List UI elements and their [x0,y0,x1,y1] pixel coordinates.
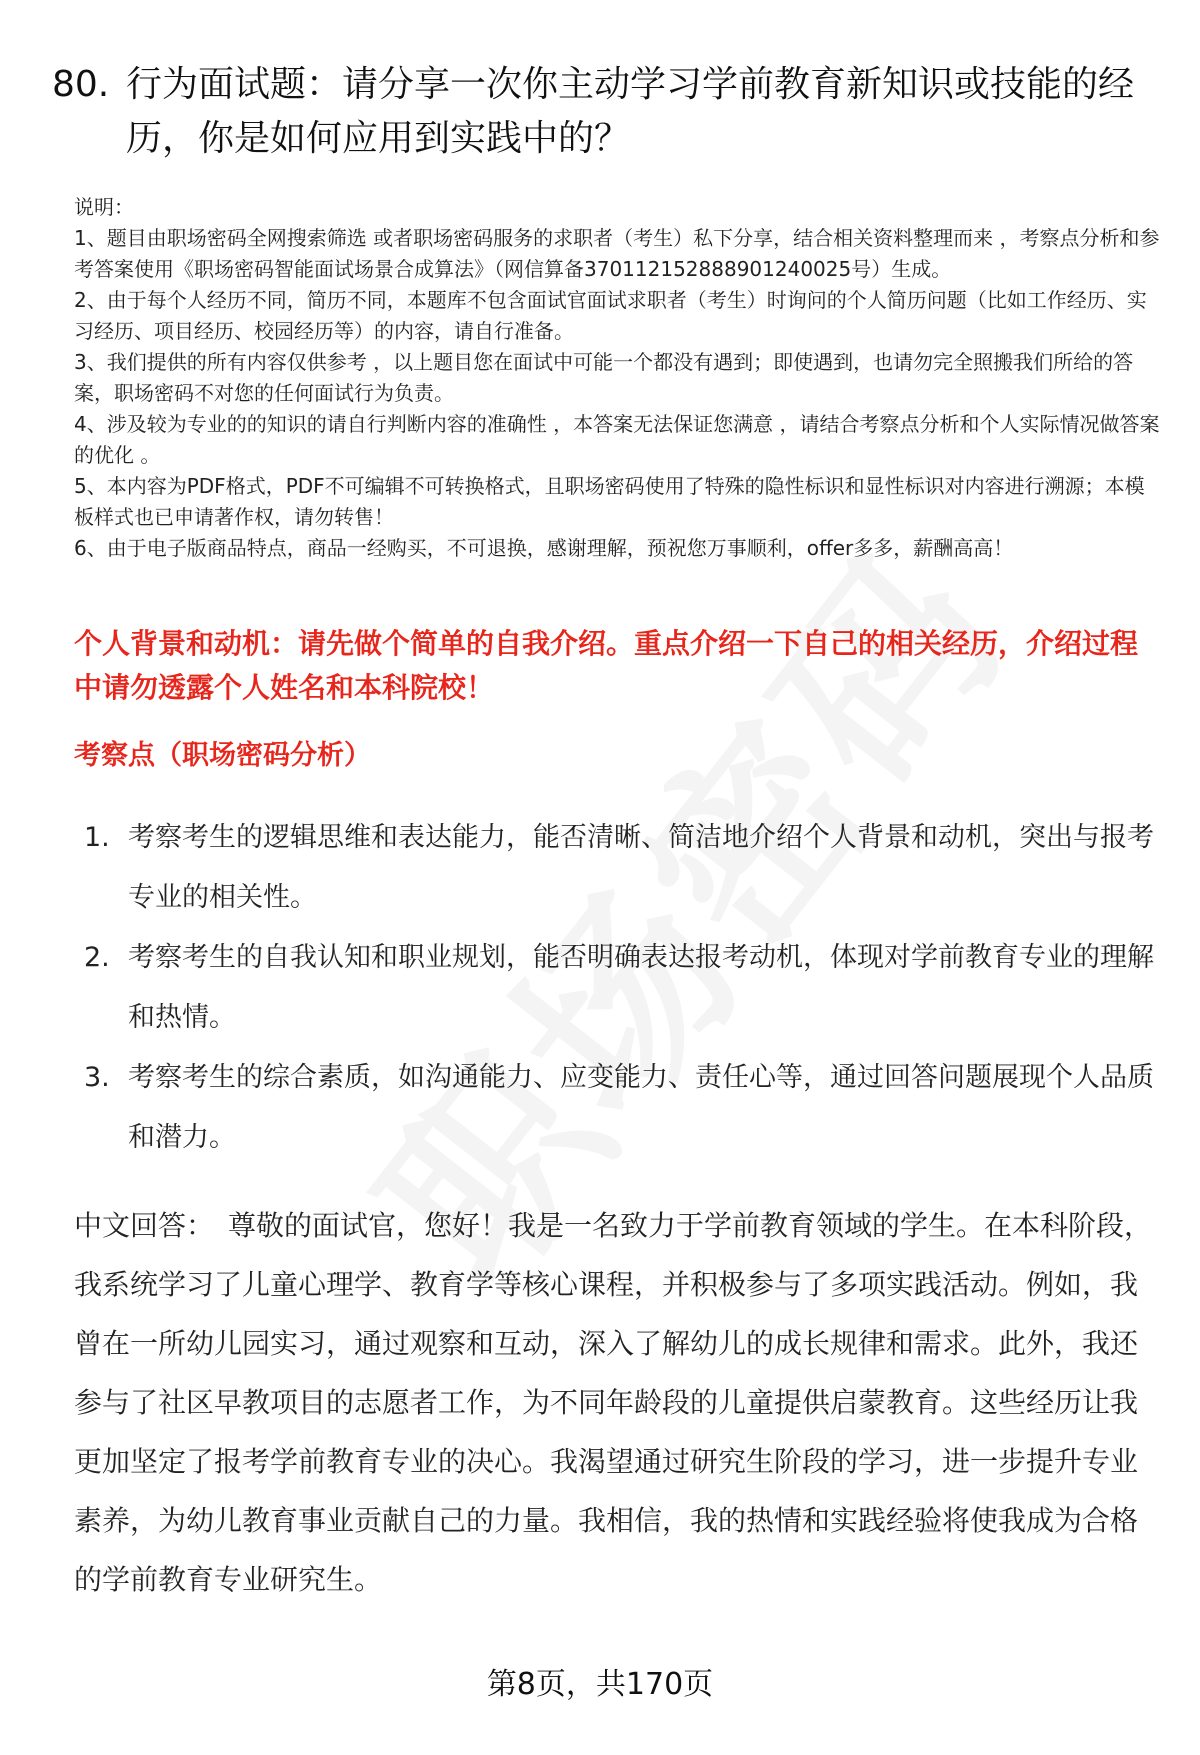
notes-item: 5、本内容为PDF格式，PDF不可编辑不可转换格式，且职场密码使用了特殊的隐性标识和显性标识对内容进行溯源；本模板样式也已申请著作权，请勿转售！ [74,474,1145,529]
section-heading: 个人背景和动机：请先做个简单的自我介绍。重点介绍一下自己的相关经历，介绍过程中请勿透露个人姓名和本科院校！ [74,627,1139,704]
list-item-text: 考察考生的逻辑思维和表达能力，能否清晰、简洁地介绍个人背景和动机，突出与报考专业的相关性。 [128,822,1154,913]
list-item-number: 2. [84,942,110,973]
list-item-number: 1. [84,822,110,853]
question-title [52,58,1142,166]
notes-block [74,192,1160,564]
section-subheading: 考察点（职场密码分析） [74,740,371,771]
list-item [84,1048,1154,1168]
list-item-text: 考察考生的自我认知和职业规划，能否明确表达报考动机，体现对学前教育专业的理解和热情。 [128,942,1154,1033]
list-item [84,808,1154,928]
list-item-text: 考察考生的综合素质，如沟通能力、应变能力、责任心等，通过回答问题展现个人品质和潜力。 [128,1062,1154,1153]
notes-item: 1、题目由职场密码全网搜索筛选 或者职场密码服务的求职者（考生）私下分享，结合相关资料整理而来 ，考察点分析和参考答案使用《职场密码智能面试场景合成算法》（网信算备370112152888901240025号）生成。 [74,226,1160,281]
question-number: 80. [52,64,110,105]
assessment-points-list [84,808,1154,1168]
list-item [84,928,1154,1048]
answer-label: 中文回答： [74,1209,215,1242]
list-item-number: 3. [84,1062,110,1093]
notes-title: 说明： [74,195,134,219]
answer-text: 尊敬的面试官，您好！我是一名致力于学前教育领域的学生。在本科阶段，我系统学习了儿童心理学、教育学等核心课程，并积极参与了多项实践活动。例如，我曾在一所幼儿园实习，通过观察和互动，深入了解幼儿的成长规律和需求。此外，我还参与了社区早教项目的志愿者工作，为不同年龄段的儿童提供启蒙教育。这些经历让我更加坚定了报考学前教育专业的决心。我渴望通过研究生阶段的学习，进一步提升专业素养，为幼儿教育事业贡献自己的力量。我相信，我的热情和实践经验将使我成为合格的学前教育专业研究生。 [74,1209,1153,1596]
notes-item: 2、由于每个人经历不同，简历不同，本题库不包含面试官面试求职者（考生）时询问的个人简历问题（比如工作经历、实习经历、项目经历、校园经历等）的内容，请自行准备。 [74,288,1147,343]
question-text: 行为面试题：请分享一次你主动学习学前教育新知识或技能的经历，你是如何应用到实践中的？ [126,64,1135,159]
notes-item: 4、涉及较为专业的的知识的请自行判断内容的准确性 ，本答案无法保证您满意 ，请结合考察点分析和个人实际情况做答案的优化 。 [74,412,1160,467]
answer-block [74,1196,1160,1609]
notes-item: 6、由于电子版商品特点，商品一经购买，不可退换，感谢理解，预祝您万事顺利，offer多多，薪酬高高！ [74,536,1014,560]
notes-item: 3、我们提供的所有内容仅供参考 ，以上题目您在面试中可能一个都没有遇到；即使遇到，也请勿完全照搬我们所给的答案，职场密码不对您的任何面试行为负责。 [74,350,1134,405]
page-footer: 第8页，共170页 [486,1667,714,1702]
